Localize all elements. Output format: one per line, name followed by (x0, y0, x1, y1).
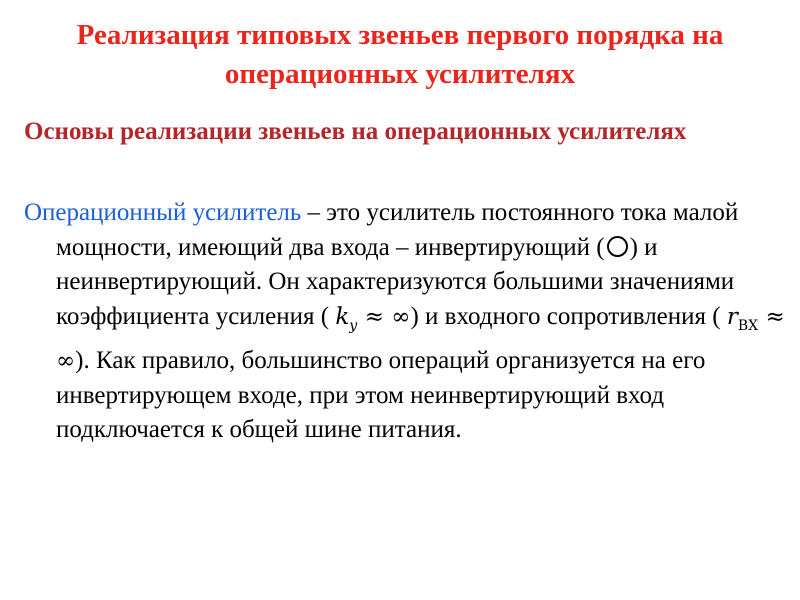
paragraph-text-3: ) и входного сопротивления ( (410, 303, 727, 331)
resistance-subscript: ВХ (737, 318, 759, 335)
definition-paragraph (24, 196, 800, 448)
resistance-symbol: r (726, 304, 738, 331)
section-heading: Основы реализации звеньев на операционных усилителях (24, 118, 687, 145)
term-operational-amplifier: Операционный усилитель (24, 199, 302, 226)
gain-relation: ≈ ∞ (364, 304, 411, 331)
paragraph-text-1: – это усилитель постоянного тока малой мощности, имеющий два входа – инвертирующий ( (56, 199, 739, 261)
paragraph-text-4: ). Как правило, большинство операций организуется на его инвертирующем входе, при этом неинвертирующий вход подключается к общей шине питания. (56, 346, 706, 444)
gain-formula (335, 304, 411, 335)
paragraph-text-2: ) и неинвертирующий. Он характеризуются большими значениями коэффициента усиления ( (56, 233, 735, 331)
slide-title: Реализация типовых звеньев первого порядка на операционных усилителях (76, 19, 724, 90)
circle-icon (607, 236, 628, 257)
resistance-relation: ≈ ∞ (56, 304, 785, 374)
gain-subscript: у (349, 318, 358, 335)
gain-symbol: k (335, 304, 350, 331)
